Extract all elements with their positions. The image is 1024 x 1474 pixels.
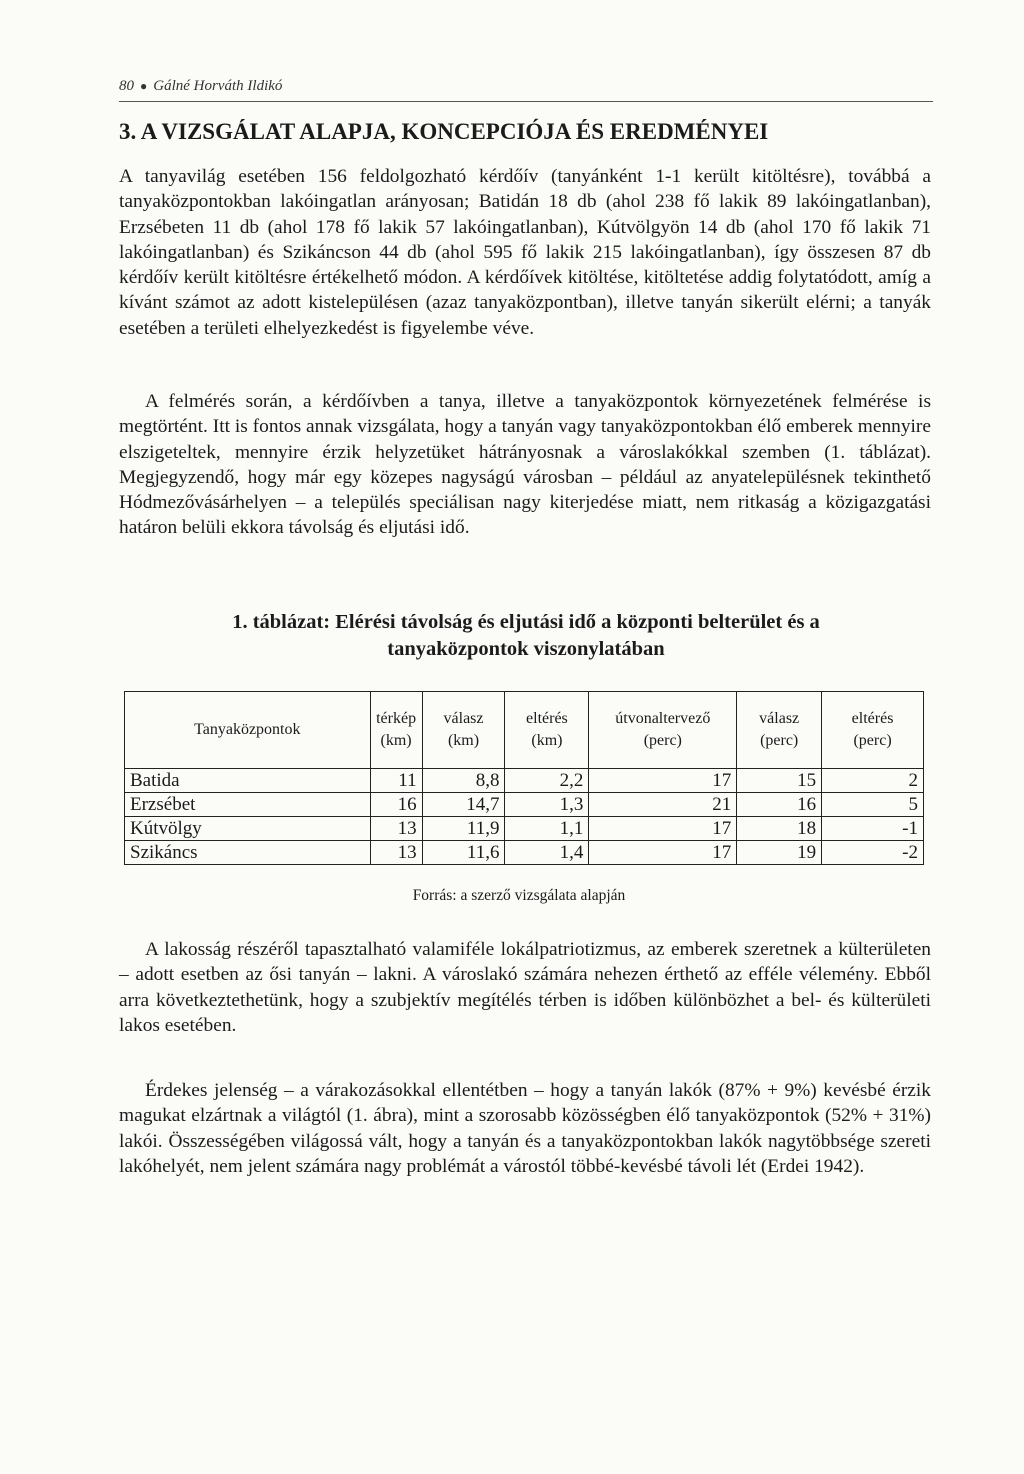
cell-value: 17 bbox=[589, 769, 737, 793]
cell-value: -1 bbox=[822, 817, 924, 841]
col-header-answer-km: válasz (km) bbox=[422, 692, 505, 769]
cell-value: 15 bbox=[737, 769, 822, 793]
col-header-diff-min: eltérés (perc) bbox=[822, 692, 924, 769]
paragraph-4: Érdekes jelenség – a várakozásokkal ellentétben – hogy a tanyán lakók (87% + 9%) kevésbé érzik magukat elzártnak a világtól (1. ábra), mint a szorosabb közösségben élő tanyaközpontok (52% + 31%) lakói. Összességében világossá vált, hogy a tanyán és a tanyaközpontokban lakók nagytöbbsége szereti lakóhelyét, nem jelent számára nagy problémát a várostól többé-kevésbé távoli lét (Erdei 1942). bbox=[119, 1080, 931, 1177]
table-header-row bbox=[125, 692, 924, 769]
page-number: 80 bbox=[119, 78, 134, 94]
cell-value: 16 bbox=[370, 793, 422, 817]
running-header bbox=[119, 78, 933, 102]
cell-value: 14,7 bbox=[422, 793, 505, 817]
table-caption-line-2: tanyaközpontok viszonylatában bbox=[387, 638, 665, 660]
paragraph-1: A tanyavilág esetében 156 feldolgozható kérdőív (tanyánként 1-1 került kitöltésre), továbbá a tanyaközpontokban lakóingatlan arányosan; Batidán 18 db (ahol 238 fő lakik 89 lakóingatlanban), Erzsébeten 11 db (ahol 178 fő lakik 57 lakóingatlanban), Kútvölgyön 14 db (ahol 170 fő lakik 71 lakóingatlanban) és Szikáncson 44 db (ahol 595 fő lakik 215 lakóingatlanban), így összesen 87 db kérdőív került kitöltésre értékelhető módon. A kérdőívek kitöltése, kitöltetése addig folytatódott, amíg a kívánt számot az adott kistelepülésen (azaz tanyaközpontban), illetve tanyán sikerült elérni; a tanyák esetében a területi elhelyezkedést is figyelembe véve. bbox=[119, 166, 931, 339]
col-header-answer-min: válasz (perc) bbox=[737, 692, 822, 769]
cell-value: 1,4 bbox=[505, 841, 589, 865]
col-header-routeplanner-min: útvonaltervező (perc) bbox=[589, 692, 737, 769]
cell-value: 1,1 bbox=[505, 817, 589, 841]
cell-value: 16 bbox=[737, 793, 822, 817]
cell-value: 2,2 bbox=[505, 769, 589, 793]
table-caption bbox=[119, 609, 933, 663]
cell-value: 21 bbox=[589, 793, 737, 817]
cell-value: 13 bbox=[370, 841, 422, 865]
cell-value: 1,3 bbox=[505, 793, 589, 817]
table-source: Forrás: a szerző vizsgálata alapján bbox=[412, 887, 626, 904]
cell-value: 8,8 bbox=[422, 769, 505, 793]
table-caption-line-1: 1. táblázat: Elérési távolság és eljutási idő a központi belterület és a bbox=[232, 611, 820, 633]
cell-value: 5 bbox=[822, 793, 924, 817]
paragraph-3: A lakosság részéről tapasztalható valamiféle lokálpatriotizmus, az emberek szeretnek a külterületen – adott esetben az ősi tanyán – lakni. A városlakó számára nehezen érthető az efféle vélemény. Ebből arra következtethetünk, hogy a szubjektív megítélés térben is időben különbözhet a bel- és külterületi lakos esetében. bbox=[119, 939, 931, 1036]
cell-settlement: Kútvölgy bbox=[125, 817, 371, 841]
cell-value: 18 bbox=[737, 817, 822, 841]
section-heading: 3. A VIZSGÁLAT ALAPJA, KONCEPCIÓJA ÉS EREDMÉNYEI bbox=[119, 119, 769, 144]
col-header-map-km: térkép (km) bbox=[370, 692, 422, 769]
table-row bbox=[125, 769, 924, 793]
cell-value: 13 bbox=[370, 817, 422, 841]
cell-value: 19 bbox=[737, 841, 822, 865]
col-header-diff-km: eltérés (km) bbox=[505, 692, 589, 769]
table-row bbox=[125, 793, 924, 817]
cell-value: 17 bbox=[589, 817, 737, 841]
cell-settlement: Szikáncs bbox=[125, 841, 371, 865]
col-header-settlement: Tanyaközpontok bbox=[125, 692, 371, 769]
header-author: Gálné Horváth Ildikó bbox=[153, 78, 283, 94]
cell-settlement: Erzsébet bbox=[125, 793, 371, 817]
distance-table bbox=[124, 691, 924, 865]
cell-value: 11,6 bbox=[422, 841, 505, 865]
table-row bbox=[125, 841, 924, 865]
paragraph-2: A felmérés során, a kérdőívben a tanya, illetve a tanyaközpontok környezetének felmérése is megtörtént. Itt is fontos annak vizsgálata, hogy a tanyán vagy tanyaközpontokban élő emberek mennyire elszigeteltek, mennyire érzik helyzetüket hátrányosnak a városlakókkal szemben (1. táblázat). Megjegyzendő, hogy már egy közepes nagyságú városban – például az anyatelepülésnek tekinthető Hódmezővásárhelyen – a település speciálisan nagy kiterjedése miatt, nem ritkaság a közigazgatási határon belüli ekkora távolság és eljutási idő. bbox=[119, 391, 931, 539]
cell-value: -2 bbox=[822, 841, 924, 865]
cell-value: 11,9 bbox=[422, 817, 505, 841]
cell-value: 11 bbox=[370, 769, 422, 793]
cell-value: 17 bbox=[589, 841, 737, 865]
cell-value: 2 bbox=[822, 769, 924, 793]
table-row bbox=[125, 817, 924, 841]
cell-settlement: Batida bbox=[125, 769, 371, 793]
bullet-icon: ● bbox=[140, 79, 148, 93]
